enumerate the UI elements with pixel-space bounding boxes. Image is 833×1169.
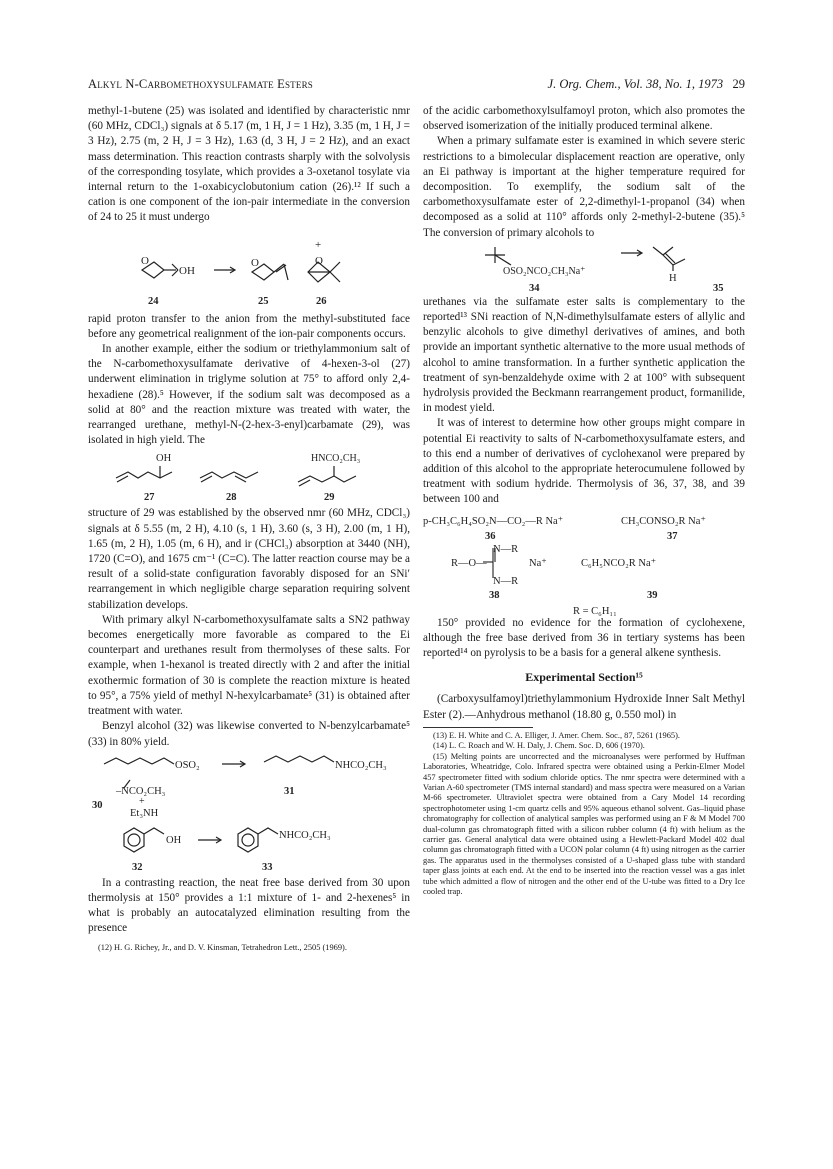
compound-number-25: 25 [258,295,269,307]
scheme-neopentyl-structures [423,241,745,295]
paragraph: 150° provided no evidence for the formation of cyclohexene, although the free base derived from 36 in tertiary systems has been reported¹⁴ on pyrolysis to be a basis for a general alkene synthesis. [423,616,745,660]
ro-label: R—O— [451,557,487,569]
compound-number-28: 28 [226,492,237,504]
oh-label: OH [179,264,195,277]
compound-number-32: 32 [132,861,143,873]
journal-citation: J. Org. Chem., Vol. 38, No. 1, 1973 29 [547,77,745,91]
paragraph: structure of 29 was established by the observed nmr (60 MHz, CDCl₃) signals at δ 5.55 (m, 2 H), 4.10 (s, 1 H), 3.60 (s, 3 H), 2.00 (m, 1 H), 1.65 (m, 2 H), 1.05 (m, 6 H), and ir (CHCl₃) absorption at 3440 (NH), 1720 (C=O), and 1675 cm⁻¹ (C=C). The latter reaction course may be a result of a solid-state configuration favorably disposed for an SNi′ rearrangement in which negligible charge separation requiring solvent stabilization develops. [88,507,410,611]
running-title: Alkyl N-Carbomethoxysulfamate Esters [88,77,313,91]
h-label: H [669,272,677,284]
scheme-hexenyl-structures [88,448,410,506]
paragraph: In another example, either the sodium or triethylammonium salt of the N-carbomethoxysulfamate derivative of 4-hexen-3-ol (27) underwent elimination in triglyme solution at 75° to afford only 2,4-hexadiene (28).⁵ However, if the sodium salt was decomposed as a solid at 80° and the reaction mixture was treated with water, the rearranged urethane, methyl-N-(2-hex-3-enyl)carbamate (29), was isolated in high yield. The [88,343,410,447]
paragraph: Benzyl alcohol (32) was likewise converted to N-benzylcarbamate⁵ (33) in 80% yield. [88,720,410,748]
scheme-30-33 [88,750,410,876]
scheme-cyclohexyl-derivatives [423,508,745,616]
nhco2ch3-label-31: NHCO₂CH₃ [335,759,387,771]
paragraph: urethanes via the sulfamate ester salts is complementary to the reported¹³ SNi reaction of N,N-dimethylsulfamate esters of allylic and benzylic alcohols to give dimethyl derivatives of amines, and both provide an important synthetic alternative to the more usual methods of alcohol to amine transformation. In a further synthetic application the treatment of syn-benzaldehyde oxime with 2 at 100° with subsequent hydrolysis provided the Beckmann rearrangement product, formanilide, in modest yield. [423,295,745,415]
footnote-rule [423,727,533,728]
paragraph: rapid proton transfer to the anion from the methyl-substituted face before any geometrical realignment of the ion-pair components occurs. [88,312,410,340]
left-column [88,104,410,953]
nr-lower-label: N—R [493,575,519,587]
compound-number-33: 33 [262,861,273,873]
nhco2ch3-label-29: HNCO₂CH₃ [311,453,361,465]
structure-36-formula: p-CH₃C₆H₄SO₂N—CO₂—R Na⁺ [423,515,564,527]
paragraph: It was of interest to determine how other groups might compare in potential Ei reactivity to salts of N-carbomethoxysulfamate esters, and to this end a number of derivatives of cyclohexanol were prepared by addition of this alcohol to the appropriate heterocumulene followed by treatment with sodium hydride. Thermolysis of 36, 37, 38, and 39 between 100 and [423,417,745,506]
structure-37-formula: CH₃CONSO₂R Na⁺ [621,515,706,527]
compound-number-38: 38 [489,589,500,601]
o-label-24: O [141,254,149,267]
scheme-carbamate-structures [88,750,410,876]
compound-number-27: 27 [144,492,155,504]
compound-number-24: 24 [148,295,159,307]
paragraph: methyl-1-butene (25) was isolated and identified by characteristic nmr (60 MHz, CDCl₃) signals at δ 5.17 (m, 1 H, J = 1 Hz), 3.35 (m, 1 H, J = 3 Hz), 2.75 (m, 2 H, J = 3 Hz), 1.63 (d, 3 H, J = 2 Hz), and an exact mass determination. This reaction contrasts sharply with the solvolysis of the corresponding tosylate, which provides a 3-oxetanol tosylate via internal return to the 1-oxabicyclobutonium cation (26).¹² If such a cation is one component of the ion-pair intermediate in the conversion of 24 to 25 it must undergo [88,105,410,224]
compound-number-37: 37 [667,530,678,542]
plus-sign: + [139,795,145,807]
scheme-oxetane-structures [88,226,410,312]
section-heading-experimental: Experimental Section¹⁵ [525,670,643,685]
compound-number-35: 35 [713,282,724,294]
page-number: 29 [732,77,745,91]
compound-number-26: 26 [316,295,327,307]
plus-sign: + [315,238,322,251]
footnote-12: (12) H. G. Richey, Jr., and D. V. Kinsman, Tetrahedron Lett., 2505 (1969). [98,942,347,952]
footnote-14: (14) L. C. Roach and W. H. Daly, J. Chem. Soc. D, 606 (1970). [433,741,645,751]
footnotes-right [423,727,745,898]
structure-39-formula: C₆H₅NCO₂R Na⁺ [581,557,657,569]
scheme-24-25-26 [88,226,410,312]
paragraph: When a primary sulfamate ester is examined in which severe steric restrictions to a bimolecular displacement reaction are operative, only an Ei pathway is important at the higher temperature required for decomposition. To exemplify, the sodium salt of the carbomethoxysulfamate ester of 2,2-dimethyl-1-propanol (34) when decomposed as a solid at 110° affords only 2-methyl-2-butene (35).⁵ The conversion of primary alcohols to [423,135,745,239]
paragraph: (Carboxysulfamoyl)triethylammonium Hydroxide Inner Salt Methyl Ester (2).—Anhydrous methanol (18.80 g, 0.550 mol) in [423,693,745,721]
running-header [88,77,745,93]
et3nh-label: Et₃NH [130,807,159,819]
oso2nco2ch3na-label: OSO₂NCO₂CH₃Na⁺ [503,265,586,277]
paragraph: of the acidic carbomethoxylsulfamoyl proton, which also promotes the observed isomerization of the initially produced terminal alkene. [423,105,745,133]
o-label-26: O [315,254,323,267]
paragraph: In a contrasting reaction, the neat free base derived from 30 upon thermolysis at 150° provides a 1:1 mixture of 1- and 2-hexenes⁵ in what is probably an autocatalyzed elimination resulting from the presence [88,876,410,935]
oh-label-27: OH [156,453,172,465]
nco2ch3-label: –NCO₂CH₃ [116,785,166,797]
footnote-15: (15) Melting points are uncorrected and the microanalyses were performed by Huffman Laboratories, Wheatridge, Colo. Infrared spectra were obtained using a Perkin-Elmer Model 457 spectrometer fitted with sodium chloride optics. The nmr spectra were determined with a Varian A-60 spectrometer (TMS internal standard) and mass spectra were measured on a Varian M-66 spectrometer. Ultraviolet spectra were obtained from a Cary Model 14 recording spectrophotometer using 1-cm quartz cells and 95% aqueous ethanol solvent. Gas–liquid phase chromatography for collection of analytical samples was performed using an F & M Model 700 dual-column gas chromatograph fitted with a silicon rubber column (4 ft) with helium as the carrier gas. General analytical data were obtained using a Hewlett-Packard Model 402 dual column gas chromatograph fitted with a UCON polar column (4 ft) using nitrogen as the carrier gas. The apparatus used in the thermolyses consisted of a U-shaped glass tube with standard taper glass joints at each end. At the end to be inserted into the reaction vessel was a gas inlet tube which admitted a flow of nitrogen and the other end of the U-tube was fitted to a Dry Ice cooled trap. [423,751,745,896]
paragraph: With primary alkyl N-carbomethoxysulfamate salts a SN2 pathway becomes energetically more favorable as compared to the Ei counterpart and urethanes result from thermolyses of these salts. For example, when 1-hexanol is treated directly with 2 and after the initial exothermic formation of 30 is complete the reaction mixture is heated to 95°, a 75% yield of methyl N-hexylcarbamate⁵ (31) is obtained after treatment with water. [88,613,410,718]
scheme-27-28-29 [88,448,410,506]
footnote-13: (13) E. H. White and C. A. Elliger, J. Amer. Chem. Soc., 87, 5261 (1965). [433,730,681,740]
r-definition: R = C₆H₁₁ [573,605,617,616]
scheme-34-35 [423,241,745,295]
compound-number-31: 31 [284,785,295,797]
compound-number-39: 39 [647,589,658,601]
oso2-label: OSO₂ [175,759,200,771]
na-label: Na⁺ [529,557,547,569]
compound-number-29: 29 [324,492,335,504]
oh-label-32: OH [166,834,182,846]
compound-number-30: 30 [92,799,103,811]
nr-upper-label: N—R [493,543,519,555]
compound-number-36: 36 [485,530,496,542]
footnotes-left [88,943,410,953]
nhco2ch3-label-33: NHCO₂CH₃ [279,829,331,841]
o-label-25: O [251,256,259,269]
right-column [423,104,745,897]
scheme-36-39 [423,508,745,616]
compound-number-34: 34 [529,282,540,294]
